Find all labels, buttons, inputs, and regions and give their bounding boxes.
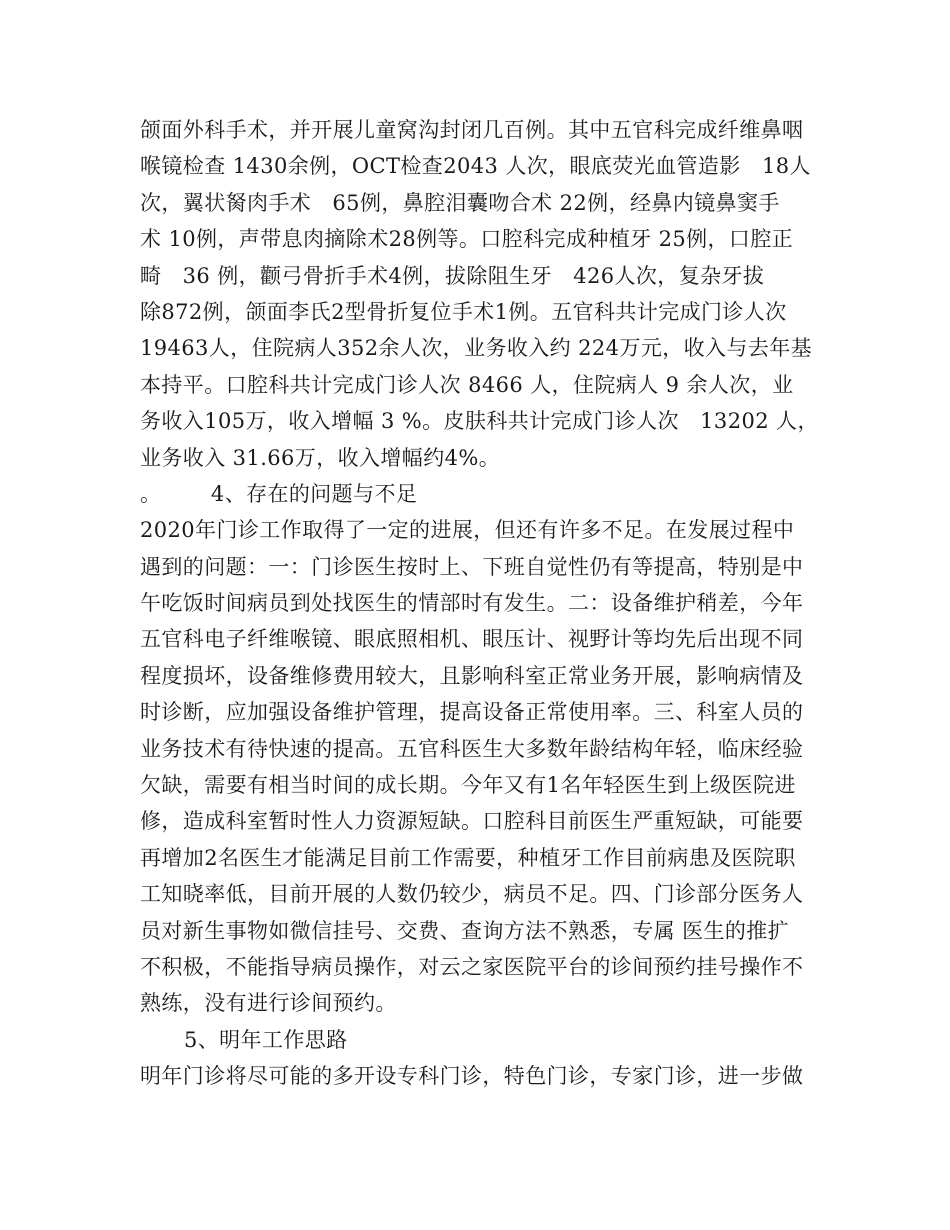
text-line: 五官科电子纤维喉镜、眼底照相机、眼压计、视野计等均先后出现不同 xyxy=(140,627,804,652)
text-line: 熟练，没有进行诊间预约。 xyxy=(140,991,397,1016)
text-line: 修，造成科室暂时性人力资源短缺。口腔科目前医生严重短缺，可能要 xyxy=(140,809,804,834)
text-line: 遇到的问题：一：门诊医生按时上、下班自觉性仍有等提高，特别是中 xyxy=(140,554,804,579)
text-line: 畸 36 例，颧弓骨折手术4例，拔除阻生牙 426人次，复杂牙拔 xyxy=(140,263,765,288)
text-line: 欠缺，需要有相当时间的成长期。今年又有1名年轻医生到上级医院进 xyxy=(140,773,796,798)
text-line: 程度损坏，设备维修费用较大，且影响科室正常业务开展，影响病情及 xyxy=(140,663,804,688)
text-line: 术 10例，声带息肉摘除术28例等。口腔科完成种植牙 25例，口腔正 xyxy=(140,227,794,252)
text-line: 午吃饭时间病员到处找医生的情部时有发生。二：设备维护稍差，今年 xyxy=(140,591,804,616)
section-heading-plan: 5、明年工作思路 xyxy=(184,1027,348,1052)
text-line: 喉镜检查 1430余例，OCT检查2043 人次，眼底荧光血管造影 18人 xyxy=(140,154,811,179)
text-line: 员对新生事物如微信挂号、交费、查询方法不熟悉，专属 医生的推扩 xyxy=(140,918,790,943)
text-line: 2020年门诊工作取得了一定的进展，但还有许多不足。在发展过程中 xyxy=(140,518,795,543)
text-line: 工知晓率低，目前开展的人数仍较少，病员不足。四、门诊部分医务人 xyxy=(140,882,804,907)
text-line: 除872例，颌面李氏2型骨折复位手术1例。五官科共计完成门诊人次 xyxy=(140,299,787,324)
text-line: 再增加2名医生才能满足目前工作需要，种植牙工作目前病患及医院职 xyxy=(140,845,796,870)
text-line: 不积极，不能指导病员操作，对云之家医院平台的诊间预约挂号操作不 xyxy=(140,954,804,979)
text-line: 19463人，住院病人352余人次，业务收入约 224万元，收入与去年基 xyxy=(140,336,813,361)
text-line: 务收入105万，收入增幅 3 %。皮肤科共计完成门诊人次 13202 人， xyxy=(140,409,819,434)
section-heading-issues: 。 4、存在的问题与不足 xyxy=(140,481,418,506)
text-line: 时诊断，应加强设备维护管理，提高设备正常使用率。三、科室人员的 xyxy=(140,700,804,725)
text-line: 业务收入 31.66万，收入增幅约4%。 xyxy=(140,445,501,470)
body-text xyxy=(140,112,830,1095)
text-line: 颌面外科手术，并开展儿童窝沟封闭几百例。其中五官科完成纤维鼻咽 xyxy=(140,118,804,142)
text-line: 次，翼状胬肉手术 65例，鼻腔泪囊吻合术 22例，经鼻内镜鼻窦手 xyxy=(140,190,780,215)
text-line: 业务技术有待快速的提高。五官科医生大多数年龄结构年轻，临床经验 xyxy=(140,736,804,761)
text-line: 明年门诊将尽可能的多开设专科门诊，特色门诊，专家门诊，进一步做 xyxy=(140,1064,804,1089)
text-line: 本持平。口腔科共计完成门诊人次 8466 人，住院病人 9 余人次，业 xyxy=(140,372,794,397)
